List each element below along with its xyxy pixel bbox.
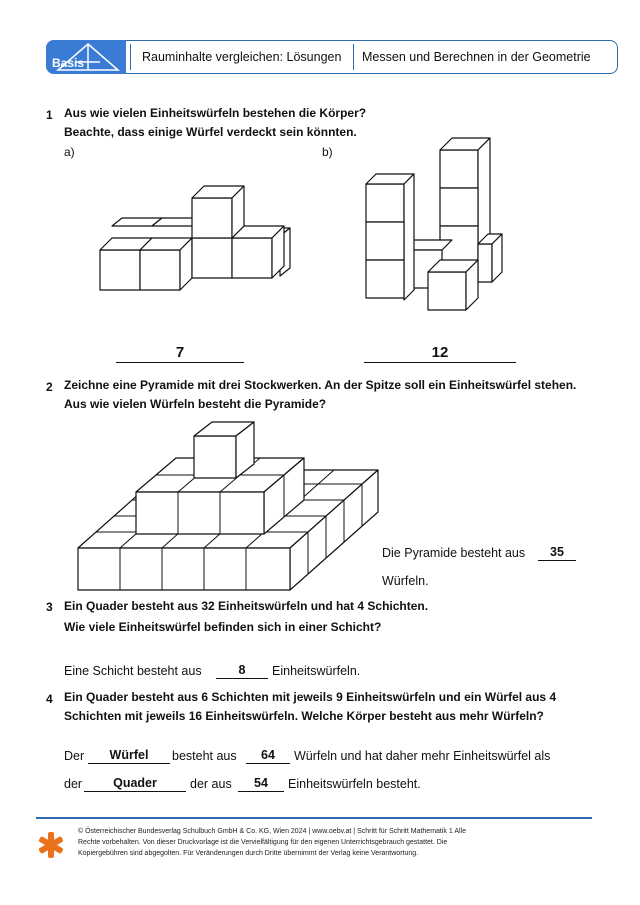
answer-suffix: Einheitswürfeln. (272, 664, 361, 678)
answer-suffix: Würfeln. (382, 574, 429, 588)
task-number: 2 (46, 380, 53, 394)
question-line: Aus wie vielen Würfeln besteht die Pyramide? (64, 397, 327, 411)
answer-layer: 8 (216, 663, 268, 679)
level-badge-label: Basis (52, 56, 85, 70)
page-title: Rauminhalte vergleichen: Lösungen (142, 50, 342, 64)
footer-line: Kopiergebühren sind abgegolten. Für Veränderungen durch Dritte übernimmt der Verlag keine Verantwortung. (78, 850, 419, 857)
sentence-word: der (64, 777, 83, 791)
chapter-title: Messen und Berechnen in der Geometrie (362, 50, 591, 64)
subtask-label: b) (322, 145, 333, 159)
task-question (64, 688, 556, 726)
header-divider (353, 44, 354, 70)
answer-a: 7 (116, 344, 244, 363)
sentence-word: der aus (190, 777, 232, 791)
task-number: 1 (46, 108, 53, 122)
footer-copyright (78, 826, 598, 859)
answer-b: 12 (364, 344, 516, 363)
answer-count-1: 64 (246, 748, 290, 764)
cube-figure-b (356, 130, 506, 314)
question-line: Zeichne eine Pyramide mit drei Stockwerken. An der Spitze soll ein Einheitswürfel stehen. (64, 378, 577, 392)
sentence-word: Der (64, 749, 85, 763)
question-line: Beachte, dass einige Würfel verdeckt sein könnten. (64, 125, 357, 139)
cube-figure-a (90, 176, 300, 294)
header-divider (130, 44, 131, 70)
question-line: Schichten mit jeweils 16 Einheitswürfeln. Welche Körper besteht aus mehr Würfeln? (64, 709, 544, 723)
subtask-label: a) (64, 145, 75, 159)
task-question (64, 596, 428, 638)
question-line: Wie viele Einheitswürfel befinden sich in einer Schicht? (64, 620, 382, 634)
pyramid-figure (72, 418, 386, 596)
sentence-word: Würfeln und hat daher mehr Einheitswürfel als (294, 749, 551, 763)
task-number: 4 (46, 692, 53, 706)
sentence-word: Einheitswürfeln besteht. (288, 777, 421, 791)
answer-pyramid: 35 (538, 545, 576, 561)
question-line: Ein Quader besteht aus 32 Einheitswürfeln und hat 4 Schichten. (64, 599, 429, 613)
answer-count-2: 54 (238, 776, 284, 792)
task-question (64, 376, 576, 414)
answer-body-1: Würfel (88, 748, 170, 764)
sentence-word: besteht aus (172, 749, 237, 763)
question-line: Aus wie vielen Einheitswürfeln bestehen die Körper? (64, 106, 367, 120)
answer-body-2: Quader (84, 776, 186, 792)
answer-prefix: Eine Schicht besteht aus (64, 664, 202, 678)
answer-prefix: Die Pyramide besteht aus (382, 546, 526, 560)
footer-line: Rechte vorbehalten. Von dieser Druckvorlage ist die Vervielfältigung für den eigenen Unterrichtsgebrauch gestattet. Die (78, 839, 448, 846)
task-question (64, 104, 366, 142)
footer-line: © Österreichischer Bundesverlag Schulbuch GmbH & Co. KG, Wien 2024 | www.oebv.at | Schritt für Schritt Mathematik 1 Alle (78, 828, 466, 835)
task-number: 3 (46, 600, 53, 614)
publisher-logo-icon (36, 830, 66, 860)
question-line: Ein Quader besteht aus 6 Schichten mit jeweils 9 Einheitswürfeln und ein Würfel aus 4 (64, 690, 557, 704)
footer-divider (36, 817, 592, 819)
